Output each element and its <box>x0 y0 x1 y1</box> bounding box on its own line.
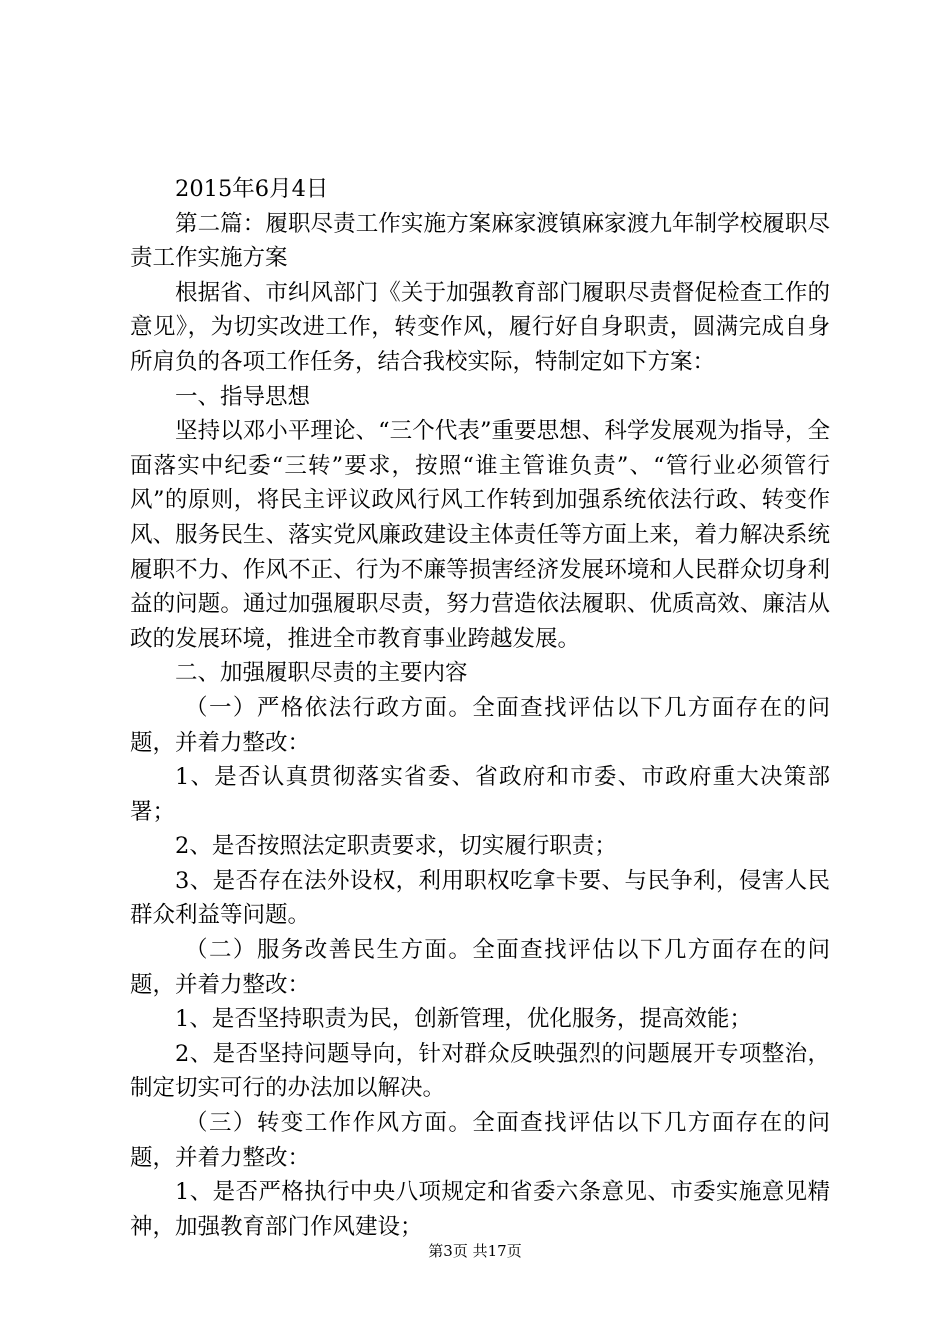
subheading-work-style: （三）转变工作作风方面。全面查找评估以下几方面存在的问题，并着力整改： <box>130 1110 830 1171</box>
document-body <box>130 172 830 1244</box>
section-title: 第二篇：履职尽责工作实施方案麻家渡镇麻家渡九年制学校履职尽责工作实施方案 <box>130 210 830 272</box>
list-item: 1、是否坚持职责为民，创新管理，优化服务，提高效能； <box>175 1006 752 1033</box>
page-number-footer: 第3页 共17页 <box>428 1242 522 1260</box>
list-item: 3、是否存在法外设权，利用职权吃拿卡要、与民争利，侵害人民群众利益等问题。 <box>130 867 830 929</box>
subheading-law-administration: （一）严格依法行政方面。全面查找评估以下几方面存在的问题，并着力整改： <box>130 694 830 756</box>
subheading-public-service: （二）服务改善民生方面。全面查找评估以下几方面存在的问题，并着力整改： <box>130 937 830 998</box>
list-item: 1、是否严格执行中央八项规定和省委六条意见、市委实施意见精神，加强教育部门作风建设； <box>130 1179 830 1240</box>
list-item: 2、是否坚持问题导向，针对群众反映强烈的问题展开专项整治，制定切实可行的办法加以解决。 <box>130 1040 830 1102</box>
intro-paragraph: 根据省、市纠风部门《关于加强教育部门履职尽责督促检查工作的意见》，为切实改进工作，转变作风，履行好自身职责，圆满完成自身所肩负的各项工作任务，结合我校实际，特制定如下方案： <box>130 279 830 375</box>
heading-guiding-thought: 一、指导思想 <box>175 383 311 410</box>
list-item: 1、是否认真贯彻落实省委、省政府和市委、市政府重大决策部署； <box>130 764 830 825</box>
guiding-thought-paragraph: 坚持以邓小平理论、“三个代表”重要思想、科学发展观为指导，全面落实中纪委“三转”要求，按照“谁主管谁负责”、“管行业必须管行风”的原则，将民主评议政风行风工作转到加强系统依法行政、转变作风、服务民生、落实党风廉政建设主体责任等方面上来，着力解决系统履职不力、作风不正、行为不廉等损害经济发展环境和人民群众切身利益的问题。通过加强履职尽责，努力营造依法履职、优质高效、廉洁从政的发展环境，推进全市教育事业跨越发展。 <box>130 418 830 652</box>
date-line: 2015年6月4日 <box>175 176 329 202</box>
list-item: 2、是否按照法定职责要求，切实履行职责； <box>175 833 617 860</box>
heading-main-content: 二、加强履职尽责的主要内容 <box>175 660 468 687</box>
